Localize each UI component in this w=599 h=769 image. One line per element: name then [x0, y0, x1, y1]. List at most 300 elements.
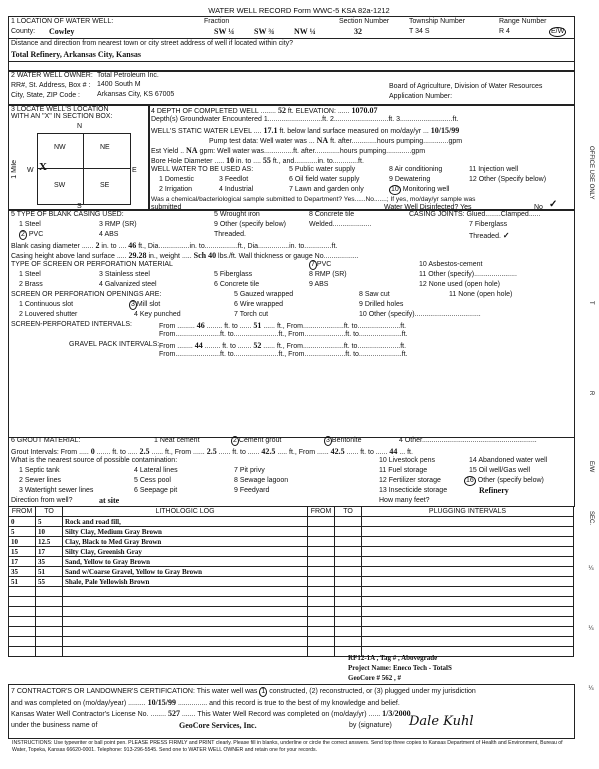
log-cell: [335, 587, 362, 597]
use-10-circled: 10: [391, 186, 399, 193]
diam-label: Blank casing diameter: [11, 243, 80, 250]
grout-cement: Cement grout: [238, 437, 282, 444]
board-text: Board of Agriculture, Division of Water Resources: [389, 83, 543, 90]
contam-label: What is the nearest source of possible contamination:: [11, 457, 178, 464]
distance-value: Total Refinery, Arkansas City, Kansas: [11, 50, 141, 59]
pump-rest: ft. after.............hours pumping.............gpm: [330, 138, 463, 145]
grout-int-label: Grout Intervals: From: [11, 449, 78, 456]
screen-10: 10 Asbestos-cement: [419, 261, 483, 268]
submitted-label: submitted: [151, 204, 182, 211]
table-row: [9, 517, 574, 527]
log-cell: [63, 617, 308, 627]
city-label: City, State, ZIP Code :: [11, 92, 80, 99]
log-cell: [63, 607, 308, 617]
contam-refinery: Refinery: [479, 486, 509, 495]
side-ew: E/W: [588, 461, 594, 473]
section-location: [8, 16, 575, 72]
log-cell: [335, 627, 362, 637]
weight-value: Sch 40: [193, 251, 217, 260]
form-title: WATER WELL RECORD: [208, 6, 292, 15]
location-label: 1 LOCATION OF WATER WELL:: [11, 18, 114, 25]
log-to-header: TO: [36, 507, 63, 517]
signature: Dale Kuhl: [409, 714, 474, 729]
mile-label: 1 Mile: [11, 160, 18, 179]
section-value: 32: [354, 27, 362, 36]
open-label: SCREEN OR PERFORATION OPENINGS ARE:: [11, 291, 162, 298]
diam-rest: ft., Dia................in. to.................ft., Dia................in. to..............ft.: [138, 243, 338, 250]
use-10-label: Monitoring well: [402, 186, 450, 193]
bore-to: in. to: [236, 158, 252, 165]
log-to: 12.5: [36, 537, 63, 547]
log-cell: [63, 587, 308, 597]
instructions-footer: INSTRUCTIONS: Use typewriter or ball point pen. PLEASE PRESS FIRMLY and PRINT clearly. Please fill in blanks, underline or circle the correct answers. Send top three copies to Kansas Department of Health and Environment, Bureau of Water, Topeka, Kansas 66620-0001. Telephone: 913-296-5545. Send one to WATER WELL OWNER and retain one for your records.: [12, 740, 563, 753]
ne-label: NE: [100, 144, 110, 151]
log-cell: [36, 587, 63, 597]
log-cell: [335, 637, 362, 647]
log-cell: [9, 597, 36, 607]
use-2: 2 Irrigation: [159, 186, 193, 193]
diam-value: 2: [95, 241, 100, 250]
log-lithology: Sand, Yellow to Gray Brown: [63, 557, 308, 567]
height-value: 29.28: [128, 251, 147, 260]
open-11: 11 None (open hole): [449, 291, 513, 298]
side-r: R: [588, 391, 594, 396]
log-cell: [335, 537, 362, 547]
welded: 7 Fiberglass: [469, 221, 508, 228]
pump-na: NA: [316, 136, 329, 145]
contam-5: 5 Cess pool: [134, 477, 171, 484]
log-cell: [308, 597, 335, 607]
log-cell: [362, 597, 574, 607]
direction-value: at site: [99, 496, 120, 505]
log-cell: [335, 597, 362, 607]
contam-12: 12 Fertilizer storage: [379, 477, 441, 484]
open-5: 5 Gauzed wrapped: [234, 291, 294, 298]
grout-3-circled: 3: [326, 437, 330, 444]
log-cell: [362, 627, 574, 637]
grout-4: 4 Other...........................................................: [399, 437, 537, 444]
log-from: 10: [9, 537, 36, 547]
table-row: [9, 567, 574, 577]
log-cell: [308, 527, 335, 537]
table-row: [9, 637, 574, 647]
open-2: 2 Louvered shutter: [19, 311, 78, 318]
use-5: 5 Public water supply: [289, 166, 356, 173]
form-number: Form WWC-5: [293, 6, 340, 15]
side-q1: ¼: [588, 566, 594, 572]
contam-4: 4 Lateral lines: [134, 467, 178, 474]
grout-g4: 42.5: [261, 447, 276, 456]
owner-label: 2 WATER WELL OWNER:: [11, 72, 93, 79]
screen-5: 5 Fiberglass: [214, 271, 253, 278]
log-lithology: Silty Clay, Greenish Gray: [63, 547, 308, 557]
side-q3: ¼: [588, 686, 594, 692]
weight-rest: lbs./ft. Wall thickness or gauge No..................: [218, 253, 359, 260]
note-1: RF12-1A , Tag # , Abovegrade: [348, 654, 438, 662]
log-to: 5: [36, 517, 63, 527]
log-cell: [308, 647, 335, 657]
screen-3: 3 Stainless steel: [99, 271, 150, 278]
open-7: 7 Torch cut: [234, 311, 269, 318]
cert-line3b: This Water Well Record was completed on (mo/day/yr): [197, 711, 367, 718]
grout-g5: 42.5: [330, 447, 345, 456]
log-cell: [335, 617, 362, 627]
log-cell: [362, 617, 574, 627]
note-2: Project Name: Eneco Tech - TotalS: [348, 664, 452, 672]
contam-8: 8 Sewage lagoon: [234, 477, 289, 484]
checkmark-icon: ✓: [549, 199, 558, 210]
log-cell: [335, 577, 362, 587]
sp-from-value: 46: [196, 321, 205, 330]
screen-6: 6 Concrete tile: [214, 281, 260, 288]
log-lithology: Silty Clay, Medium Gray Brown: [63, 527, 308, 537]
disinfected-label: Water Well Disinfected? Yes: [384, 204, 472, 211]
log-from: 5: [9, 527, 36, 537]
section-grid: [37, 133, 131, 205]
log-cell: [362, 567, 574, 577]
app-number-label: Application Number:: [389, 93, 453, 100]
cert-1-circled: 1: [261, 688, 266, 695]
log-from: 51: [9, 577, 36, 587]
se-label: SE: [100, 182, 110, 189]
table-row: [9, 537, 574, 547]
log-cell: [308, 627, 335, 637]
log-cell: [36, 617, 63, 627]
log-cell: [308, 517, 335, 527]
screen-8: 8 RMP (SR): [309, 271, 347, 278]
cert-business: GeoCore Services, Inc.: [179, 721, 257, 730]
log-from: 15: [9, 547, 36, 557]
distance-label: Distance and direction from nearest town or city street address of well if located within city?: [11, 40, 294, 47]
casing-6: 9 Other (specify below): [214, 221, 286, 228]
threaded-check-icon: ✓: [502, 231, 510, 240]
log-cell: [36, 627, 63, 637]
side-t: T: [588, 301, 594, 305]
static-label: WELL'S STATIC WATER LEVEL: [151, 128, 252, 135]
log-cell: [308, 637, 335, 647]
contam-13: 13 Insecticide storage: [379, 487, 448, 494]
open-mill-slot: Mill slot: [136, 301, 161, 308]
contam-6: 6 Seepage pit: [134, 487, 178, 494]
screen-11: 11 Other (specify)......................: [419, 271, 517, 278]
log-from2-header: FROM: [308, 507, 335, 517]
use-12: 12 Other (Specify below): [469, 176, 547, 183]
screen-label: TYPE OF SCREEN OR PERFORATION MATERIAL: [11, 261, 173, 268]
sp-from: From: [159, 323, 176, 330]
side-sec: SEC.: [588, 511, 594, 526]
static-value: 17.1: [263, 126, 278, 135]
section-owner: [8, 70, 575, 106]
log-lith-header: LITHOLOGIC LOG: [63, 507, 308, 517]
side-q2: ¼: [588, 626, 594, 632]
log-cell: [9, 637, 36, 647]
gp-to-value: 52: [253, 341, 262, 350]
feet-label: How many feet?: [379, 497, 430, 504]
open-9: 9 Drilled holes: [359, 301, 404, 308]
casing-2-circled: 2: [21, 231, 25, 238]
cert-line1: 7 CONTRACTOR'S OR LANDOWNER'S CERTIFICATION: This water well was: [11, 688, 258, 695]
casing-3: 3 RMP (SR): [99, 221, 137, 228]
log-cell: [362, 547, 574, 557]
cert-line2b: and this record is true to the best of my knowledge and belief.: [209, 700, 400, 707]
contam-2: 2 Sewer lines: [19, 477, 62, 484]
casing-8: 8 Concrete tile: [309, 211, 355, 218]
west-label: W: [27, 167, 34, 174]
yield-na: NA: [186, 146, 198, 155]
table-row: [9, 547, 574, 557]
contam-10: 10 Livestock pens: [379, 457, 436, 464]
log-cell: [9, 617, 36, 627]
log-cell: [362, 577, 574, 587]
nw-label: NW: [54, 144, 66, 151]
bore-depth: 55: [262, 156, 271, 165]
log-cell: [63, 647, 308, 657]
cert-license: 527: [167, 709, 180, 718]
open-3-circled: 3: [131, 301, 135, 308]
section-label: Section Number: [339, 18, 390, 25]
log-cell: [9, 647, 36, 657]
open-1: 1 Continuous slot: [19, 301, 74, 308]
gp-from-value: 44: [194, 341, 203, 350]
location-x-mark: X: [39, 161, 47, 173]
table-row: [9, 607, 574, 617]
table-row: [9, 597, 574, 607]
height-label: Casing height above land surface: [11, 253, 115, 260]
casing-7: Threaded.: [214, 231, 246, 238]
casing-joints: CASING JOINTS: Glued........Clamped......: [409, 211, 541, 218]
log-to: 10: [36, 527, 63, 537]
ew-circled: E/W: [551, 28, 565, 35]
pump-label: Pump test data: Well water was: [209, 138, 307, 145]
use-8: 8 Air conditioning: [389, 166, 443, 173]
owner-name: Total Petroleum Inc.: [97, 72, 159, 79]
sp-to: ft. to: [224, 323, 238, 330]
log-cell: [308, 607, 335, 617]
log-cell: [308, 557, 335, 567]
cert-line3: Kansas Water Well Contractor's License No.: [11, 711, 149, 718]
city-value: Arkansas City, KS 67005: [97, 91, 175, 98]
log-lithology: Clay, Black to Med Gray Brown: [63, 537, 308, 547]
table-row: [9, 627, 574, 637]
use-7: 7 Lawn and garden only: [289, 186, 364, 193]
casing-9: Welded....................: [309, 221, 372, 228]
fraction-1: SW ¼: [214, 27, 235, 36]
grout-g2: 2.5: [139, 447, 150, 456]
contam-16-label: Other (specify below): [477, 477, 544, 484]
screen-9: 9 ABS: [309, 281, 329, 288]
elev-value: 1070.07: [351, 106, 378, 115]
section-locate: [8, 104, 150, 211]
log-cell: [308, 547, 335, 557]
log-cell: [362, 527, 574, 537]
sp-rest: ft., From.....................ft. to......................ft.: [276, 323, 407, 330]
chem-sample-line: Was a chemical/bacteriological sample submitted to Department? Yes......No.......; If yes, mo/day/yr sample was: [151, 196, 476, 203]
sw-label: SW: [54, 182, 66, 189]
open-6: 6 Wire wrapped: [234, 301, 284, 308]
log-cell: [335, 527, 362, 537]
locate-label: 3 LOCATE WELL'S LOCATION WITH AN "X" IN SECTION BOX:: [11, 106, 113, 120]
log-cell: [36, 637, 63, 647]
log-plug-header: PLUGGING INTERVALS: [362, 507, 574, 517]
table-row: [9, 587, 574, 597]
county-value: Cowley: [49, 27, 75, 36]
open-10: 10 Other (specify)..................................: [359, 311, 481, 318]
log-to2-header: TO: [335, 507, 362, 517]
bore-diameter: 10: [226, 156, 235, 165]
township-label: Township Number: [409, 18, 466, 25]
north-label: N: [77, 123, 83, 130]
contam-9: 9 Feedyard: [234, 487, 270, 494]
table-row: [9, 617, 574, 627]
log-to: 35: [36, 557, 63, 567]
contam-3: 3 Watertight sewer lines: [19, 487, 94, 494]
log-cell: [9, 627, 36, 637]
yield-label: Est Yield: [151, 148, 179, 155]
screen-1: 1 Steel: [19, 271, 41, 278]
log-cell: [308, 617, 335, 627]
log-cell: [63, 637, 308, 647]
log-cell: [63, 597, 308, 607]
fraction-3: NW ¼: [294, 27, 316, 36]
direction-label: Direction from well?: [11, 497, 73, 504]
log-from: 0: [9, 517, 36, 527]
addr-label: RR#, St. Address, Box # :: [11, 82, 91, 89]
log-from-header: FROM: [9, 507, 36, 517]
log-cell: [63, 627, 308, 637]
contam-14: 14 Abandoned water well: [469, 457, 548, 464]
casing-label: 5 TYPE OF BLANK CASING USED:: [11, 211, 124, 218]
range-label: Range Number: [499, 18, 547, 25]
section-cert: 7 CONTRACTOR'S OR LANDOWNER'S CERTIFICATION: This water well was 1 constructed, (2) reconstructed, or (3) plugged under my jurisdiction and was completed on (mo/day/year) ......... 10/15/99 ............... and this record is true to the best of my knowledge and belief. Kansas Water Well Contractor's License No. ........ 527 ....... This Water Well Record was completed on (mo/day/yr) ...... 1/3/2000 under the business name of GeoCore Services, Inc. by (signature) Dale Kuhl: [8, 684, 575, 739]
open-4: 4 Key punched: [134, 311, 181, 318]
log-cell: [36, 607, 63, 617]
log-cell: [335, 607, 362, 617]
log-cell: [362, 557, 574, 567]
grout-1: 1 Neat cement: [154, 437, 200, 444]
use-4: 4 Industrial: [219, 186, 254, 193]
log-from: 17: [9, 557, 36, 567]
diam-depth: 46: [128, 241, 137, 250]
screen-4: 4 Galvanized steel: [99, 281, 157, 288]
use-9: 9 Dewatering: [389, 176, 431, 183]
section-grout: 6 GROUT MATERIAL: 1 Neat cement 2 Cement grout 3 Bentonite 4 Other........................................................... Grout Intervals: From ..... 0 ....... ft. to ..... 2.5 ...... ft., From ...... 2.5 ...... ft. to ...... 42.5 ..... ft., From ...... 42.5 ...... ft. to ...... 44 ... ft. What is the nearest source of possible contamination: 10 Livestock pens 14 Abandoned water well 1 Septic tank 4 Lateral lines 7 Pit privy 11 Fuel storage 15 Oil well/Gas well 2 Sewer lines 5 Cess pool 8 Sewage lagoon 12 Fertilizer storage 16 Other (specify below) 3 Watertight sewer lines 6 Seepage pit 9 Feedyard 13 Insecticide storage Refinery Direction from well? at site How many feet?: [8, 436, 575, 507]
log-cell: [362, 587, 574, 597]
use-3: 3 Feedlot: [219, 176, 249, 183]
screen-intervals-label: SCREEN-PERFORATED INTERVALS:: [11, 321, 132, 328]
cert-date: 10/15/99: [147, 698, 177, 707]
grout-label: 6 GROUT MATERIAL:: [11, 437, 81, 444]
yield-rest: gpm: Well water was...............ft. after.............hours pumping.............gpm: [199, 148, 426, 155]
section-casing: 5 TYPE OF BLANK CASING USED: 5 Wrought iron 8 Concrete tile CASING JOINTS: Glued........Clamped...... 1 Steel 3 RMP (SR) 9 Other (specify below) Welded.................... 7 Fiberglass 2 PVC 4 ABS Threaded. Threaded. ✓ Blank casing diameter ...... 2 in. to .... 46 ft., Dia................in. to.................ft., Dia................in. to..............ft. Casing height above land surface ..... 29.28 in., weight ..... Sch 40 lbs./ft. Wall thickness or gauge No.................. TYPE OF SCREEN OR PERFORATION MATERIAL 7 PVC 10 Asbestos-cement 1 Steel 3 Stainless steel 5 Fiberglass 8 RMP (SR) 11 Other (specify)...................... 2 Brass 4 Galvanized steel 6 Concrete tile 9 ABS 12 None used (open hole) SCREEN OR PERFORATION OPENINGS ARE: 5 Gauzed wrapped 8 Saw cut 11 None (open hole) 1 Continuous slot 3 Mill slot 6 Wire wrapped 9 Drilled holes 2 Louvered shutter 4 Key punched 7 Torch cut 10 Other (specify).................................. SCREEN-PERFORATED INTERVALS: From ......... 46 ........ ft. to ...... 51 ...... ft., From.....................ft. to......................ft. From.......................ft. to.......................ft., From.....................ft. to......................ft. GRAVEL PACK INTERVALS: From ........ 44 ........ ft. to ....... 52 ...... ft., From.....................ft. to......................ft. From.......................ft. to.......................ft., From.....................ft. to......................ft.: [8, 209, 575, 438]
fraction-2: SW ¾: [254, 27, 275, 36]
casing-5: 5 Wrought iron: [214, 211, 260, 218]
screen-7-circled: 7: [311, 261, 315, 268]
depth-label: 4 DEPTH OF COMPLETED WELL: [151, 108, 259, 115]
log-lithology: Sand w/Coarse Gravel, Yellow to Gray Brown: [63, 567, 308, 577]
fraction-label: Fraction: [204, 18, 230, 25]
range-value: R 4: [499, 28, 510, 35]
contam-16-circled: 16: [466, 477, 474, 484]
gravel-label: GRAVEL PACK INTERVALS:: [69, 341, 160, 348]
disinfected-no: No: [534, 204, 543, 211]
form-header: [8, 6, 590, 15]
log-to: 51: [36, 567, 63, 577]
depth-unit: ft.: [287, 108, 294, 115]
casing-1: 1 Steel: [19, 221, 41, 228]
contam-7: 7 Pit privy: [234, 467, 265, 474]
table-row: [9, 557, 574, 567]
cert-date2: 1/3/2000: [382, 709, 411, 718]
sp-to-value: 51: [253, 321, 262, 330]
table-row: [9, 577, 574, 587]
contam-15: 15 Oil well/Gas well: [469, 467, 531, 474]
depth-value: 52: [277, 106, 286, 115]
log-cell: [36, 647, 63, 657]
note-3: GeoCore # 562 , #: [348, 674, 401, 682]
east-label: E: [132, 167, 137, 174]
addr-value: 1400 South M: [97, 81, 141, 88]
log-cell: [362, 517, 574, 527]
log-cell: [335, 567, 362, 577]
bore-label: Bore Hole Diameter: [151, 158, 213, 165]
grout-g3: 2.5: [206, 447, 217, 456]
use-1: 1 Domestic: [159, 176, 195, 183]
screen-12: 12 None used (open hole): [419, 281, 500, 288]
use-6: 6 Oil field water supply: [289, 176, 360, 183]
south-label: S: [77, 203, 82, 210]
log-lithology: Rock and road fill,: [63, 517, 308, 527]
log-lithology: Shale, Pale Yellowish Brown: [63, 577, 308, 587]
log-cell: [335, 557, 362, 567]
static-date: 10/15/99: [430, 126, 460, 135]
cert-sig-label: by (signature): [349, 722, 392, 729]
log-cell: [308, 567, 335, 577]
office-use-only: OFFICE USE ONLY: [588, 146, 594, 200]
static-rest: ft. below land surface measured on mo/day/yr: [279, 128, 422, 135]
casing-4: 4 ABS: [99, 231, 119, 238]
log-cell: [308, 537, 335, 547]
cert-line1b: constructed, (2) reconstructed, or (3) plugged under my jurisdiction: [269, 688, 476, 695]
log-cell: [335, 517, 362, 527]
log-cell: [308, 577, 335, 587]
grout-bentonite: Bentonite: [331, 437, 362, 444]
casing-pvc: PVC: [28, 231, 44, 238]
cert-line2: and was completed on (mo/day/year): [11, 700, 127, 707]
log-cell: [9, 607, 36, 617]
township-value: T 34 S: [409, 28, 430, 35]
water-well-record-form: [8, 6, 594, 762]
log-from: 35: [9, 567, 36, 577]
log-cell: [362, 637, 574, 647]
use-label: WELL WATER TO BE USED AS:: [151, 166, 254, 173]
log-cell: [362, 537, 574, 547]
log-to: 55: [36, 577, 63, 587]
ksa-ref: KSA 82a-1212: [341, 6, 390, 15]
open-8: 8 Saw cut: [359, 291, 390, 298]
log-cell: [36, 597, 63, 607]
log-cell: [335, 547, 362, 557]
grout-2-circled: 2: [233, 437, 237, 444]
log-to: 17: [36, 547, 63, 557]
contam-11: 11 Fuel storage: [379, 467, 428, 474]
weight-label: in., weight: [148, 253, 181, 260]
log-cell: [362, 607, 574, 617]
log-cell: [9, 587, 36, 597]
cert-line4: under the business name of: [11, 722, 98, 729]
table-row: [9, 527, 574, 537]
bore-rest: ft., and............in. to.............ft.: [272, 158, 364, 165]
lithologic-log-table: [8, 506, 574, 657]
